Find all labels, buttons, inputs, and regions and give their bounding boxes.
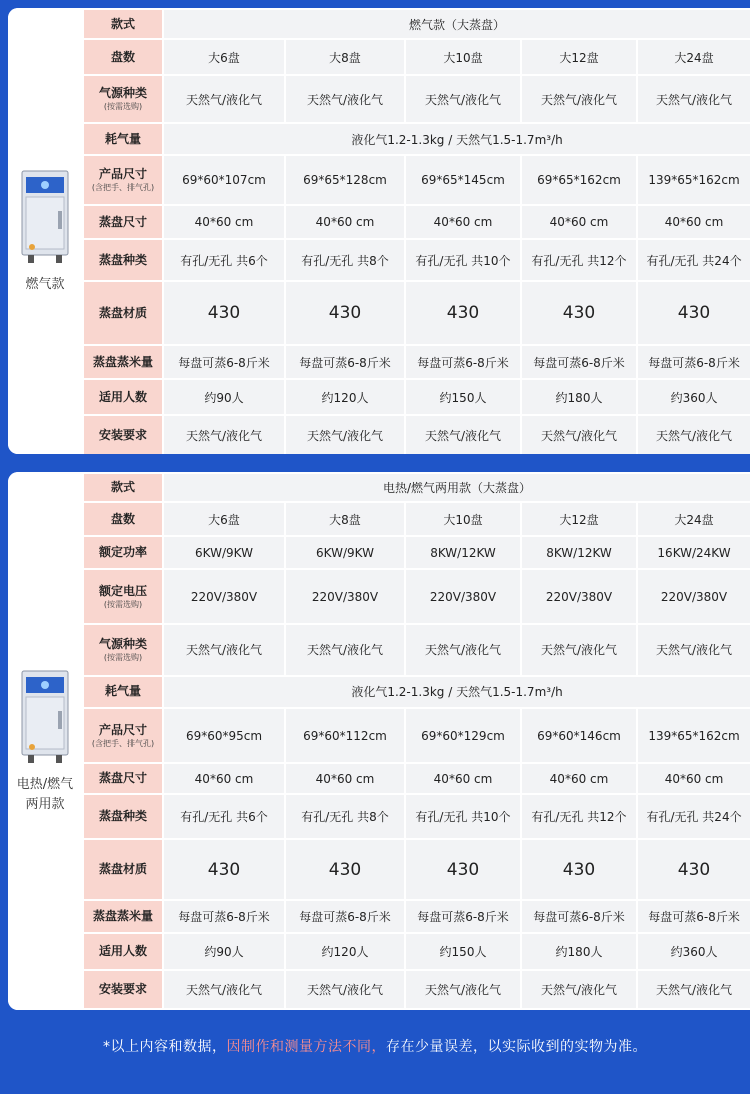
value-cell: 每盘可蒸6-8斤米	[285, 900, 405, 933]
style-value: 燃气款（大蒸盘）	[163, 9, 750, 39]
row-label-text: 气源种类	[98, 86, 147, 100]
row-label: 蒸盘种类	[83, 794, 163, 839]
model-cell: 大6盘	[163, 39, 285, 75]
row-label-text: 产品尺寸	[98, 722, 147, 737]
model-cell: 大12盘	[521, 502, 637, 537]
row-label: 耗气量	[83, 123, 163, 155]
value-cell: 天然气/液化气	[405, 624, 521, 675]
value-cell: 天然气/液化气	[285, 970, 405, 1009]
table-row	[83, 123, 750, 155]
row-label: 蒸盘蒸米量	[83, 900, 163, 933]
table-row	[83, 75, 750, 123]
model-cell: 大8盘	[285, 39, 405, 75]
value-cell: 有孔/无孔 共8个	[285, 794, 405, 839]
value-cell: 40*60 cm	[637, 763, 750, 794]
row-label: 蒸盘尺寸	[83, 205, 163, 239]
value-cell: 天然气/液化气	[637, 624, 750, 675]
value-cell: 69*60*146cm	[521, 708, 637, 763]
value-cell: 天然气/液化气	[285, 75, 405, 123]
value-cell: 40*60 cm	[521, 205, 637, 239]
value-cell: 天然气/液化气	[521, 75, 637, 123]
value-cell: 每盘可蒸6-8斤米	[521, 345, 637, 379]
value-cell: 8KW/12KW	[405, 536, 521, 569]
value-cell: 天然气/液化气	[163, 624, 285, 675]
row-label: 蒸盘种类	[83, 239, 163, 281]
value-cell: 每盘可蒸6-8斤米	[637, 345, 750, 379]
row-label: 适用人数	[83, 933, 163, 970]
value-cell: 天然气/液化气	[521, 415, 637, 454]
steamer-cabinet-icon	[18, 667, 72, 767]
product-name-line-1: 电热/燃气	[16, 777, 74, 792]
value-cell: 有孔/无孔 共10个	[405, 239, 521, 281]
value-cell: 约90人	[163, 933, 285, 970]
value-cell: 16KW/24KW	[637, 536, 750, 569]
value-cell: 天然气/液化气	[521, 970, 637, 1009]
value-cell: 约150人	[405, 379, 521, 415]
value-cell: 69*60*112cm	[285, 708, 405, 763]
value-cell: 220V/380V	[163, 569, 285, 624]
value-cell: 每盘可蒸6-8斤米	[163, 900, 285, 933]
model-cell: 大8盘	[285, 502, 405, 537]
table-row	[83, 502, 750, 537]
value-cell: 69*60*107cm	[163, 155, 285, 205]
value-cell: 430	[405, 839, 521, 900]
row-label: 适用人数	[83, 379, 163, 415]
row-label: 盘数	[83, 39, 163, 75]
value-cell: 约360人	[637, 379, 750, 415]
value-cell: 69*65*145cm	[405, 155, 521, 205]
value-cell: 有孔/无孔 共6个	[163, 239, 285, 281]
spec-table-gas	[82, 8, 750, 454]
gas-use-value: 液化气1.2-1.3kg / 天然气1.5-1.7m³/h	[163, 676, 750, 709]
row-label-text: 额定电压	[98, 583, 147, 598]
value-cell: 6KW/9KW	[163, 536, 285, 569]
table-row	[83, 9, 750, 39]
value-cell: 天然气/液化气	[285, 624, 405, 675]
value-cell: 430	[163, 839, 285, 900]
model-cell: 大10盘	[405, 39, 521, 75]
value-cell: 40*60 cm	[637, 205, 750, 239]
value-cell: 天然气/液化气	[163, 970, 285, 1009]
table-row	[83, 839, 750, 900]
value-cell: 139*65*162cm	[637, 708, 750, 763]
table-row	[83, 205, 750, 239]
value-cell: 约180人	[521, 379, 637, 415]
model-cell: 大24盘	[637, 502, 750, 537]
table-row	[83, 569, 750, 624]
value-cell: 约180人	[521, 933, 637, 970]
value-cell: 天然气/液化气	[285, 415, 405, 454]
spec-card-dual	[8, 472, 750, 1010]
value-cell: 40*60 cm	[163, 763, 285, 794]
value-cell: 430	[163, 281, 285, 345]
row-label: 耗气量	[83, 676, 163, 709]
disclaimer	[0, 1036, 750, 1056]
row-label: 额定功率	[83, 536, 163, 569]
row-label-note: (含把手、排气孔)	[91, 738, 155, 748]
value-cell: 430	[637, 281, 750, 345]
value-cell: 天然气/液化气	[637, 415, 750, 454]
value-cell: 430	[285, 281, 405, 345]
value-cell: 约90人	[163, 379, 285, 415]
row-label: 蒸盘尺寸	[83, 763, 163, 794]
value-cell: 每盘可蒸6-8斤米	[637, 900, 750, 933]
row-label: 款式	[83, 9, 163, 39]
value-cell: 约360人	[637, 933, 750, 970]
table-row	[83, 900, 750, 933]
model-cell: 大10盘	[405, 502, 521, 537]
table-row	[83, 345, 750, 379]
value-cell: 220V/380V	[285, 569, 405, 624]
value-cell: 430	[521, 281, 637, 345]
value-cell: 天然气/液化气	[521, 624, 637, 675]
value-cell: 430	[521, 839, 637, 900]
table-row	[83, 281, 750, 345]
value-cell: 40*60 cm	[285, 763, 405, 794]
row-label-note: (按需选购)	[103, 599, 143, 609]
spec-card-gas	[8, 8, 750, 454]
disclaimer-part-3: 存在少量误差，以实际收到的实物为准。	[386, 1039, 647, 1055]
row-label-note: (含把手、排气孔)	[91, 183, 155, 192]
row-label	[83, 624, 163, 675]
value-cell: 69*65*128cm	[285, 155, 405, 205]
value-cell: 有孔/无孔 共8个	[285, 239, 405, 281]
value-cell: 69*65*162cm	[521, 155, 637, 205]
value-cell: 430	[405, 281, 521, 345]
row-label-text: 产品尺寸	[98, 167, 147, 181]
value-cell: 天然气/液化气	[163, 415, 285, 454]
value-cell: 天然气/液化气	[405, 75, 521, 123]
value-cell: 有孔/无孔 共12个	[521, 239, 637, 281]
value-cell: 有孔/无孔 共6个	[163, 794, 285, 839]
row-label: 蒸盘蒸米量	[83, 345, 163, 379]
row-label-note: (按需选购)	[103, 102, 143, 111]
value-cell: 天然气/液化气	[405, 415, 521, 454]
row-label: 安装要求	[83, 970, 163, 1009]
spec-table-dual	[82, 472, 750, 1010]
value-cell: 8KW/12KW	[521, 536, 637, 569]
value-cell: 40*60 cm	[405, 763, 521, 794]
value-cell: 69*60*95cm	[163, 708, 285, 763]
product-name: 燃气款	[25, 277, 65, 292]
table-row	[83, 473, 750, 502]
table-row	[83, 239, 750, 281]
value-cell: 天然气/液化气	[163, 75, 285, 123]
model-cell: 大12盘	[521, 39, 637, 75]
table-row	[83, 794, 750, 839]
product-panel	[8, 8, 82, 454]
value-cell: 约150人	[405, 933, 521, 970]
value-cell: 40*60 cm	[285, 205, 405, 239]
value-cell: 40*60 cm	[163, 205, 285, 239]
value-cell: 天然气/液化气	[637, 75, 750, 123]
row-label: 蒸盘材质	[83, 281, 163, 345]
row-label-note: (按需选购)	[103, 652, 143, 662]
table-row	[83, 676, 750, 709]
value-cell: 每盘可蒸6-8斤米	[521, 900, 637, 933]
value-cell: 69*60*129cm	[405, 708, 521, 763]
row-label	[83, 708, 163, 763]
table-row	[83, 763, 750, 794]
value-cell: 有孔/无孔 共12个	[521, 794, 637, 839]
row-label-text: 气源种类	[98, 636, 147, 651]
value-cell: 40*60 cm	[521, 763, 637, 794]
value-cell: 6KW/9KW	[285, 536, 405, 569]
value-cell: 约120人	[285, 379, 405, 415]
value-cell: 430	[285, 839, 405, 900]
value-cell: 139*65*162cm	[637, 155, 750, 205]
model-cell: 大24盘	[637, 39, 750, 75]
disclaimer-part-2: 因制作和测量方法不同，	[226, 1039, 386, 1055]
value-cell: 220V/380V	[405, 569, 521, 624]
row-label: 盘数	[83, 502, 163, 537]
model-cell: 大6盘	[163, 502, 285, 537]
table-row	[83, 708, 750, 763]
table-row	[83, 536, 750, 569]
value-cell: 每盘可蒸6-8斤米	[405, 900, 521, 933]
value-cell: 220V/380V	[637, 569, 750, 624]
value-cell: 有孔/无孔 共10个	[405, 794, 521, 839]
value-cell: 天然气/液化气	[637, 970, 750, 1009]
style-value: 电热/燃气两用款（大蒸盘）	[163, 473, 750, 502]
row-label	[83, 155, 163, 205]
value-cell: 430	[637, 839, 750, 900]
table-row	[83, 155, 750, 205]
table-row	[83, 970, 750, 1009]
row-label: 安装要求	[83, 415, 163, 454]
value-cell: 40*60 cm	[405, 205, 521, 239]
value-cell: 约120人	[285, 933, 405, 970]
value-cell: 有孔/无孔 共24个	[637, 239, 750, 281]
value-cell: 有孔/无孔 共24个	[637, 794, 750, 839]
table-row	[83, 415, 750, 454]
value-cell: 天然气/液化气	[405, 970, 521, 1009]
table-row	[83, 379, 750, 415]
row-label: 蒸盘材质	[83, 839, 163, 900]
table-row	[83, 933, 750, 970]
value-cell: 每盘可蒸6-8斤米	[405, 345, 521, 379]
row-label	[83, 569, 163, 624]
table-row	[83, 624, 750, 675]
disclaimer-part-1: *以上内容和数据，	[103, 1039, 227, 1055]
value-cell: 每盘可蒸6-8斤米	[285, 345, 405, 379]
value-cell: 220V/380V	[521, 569, 637, 624]
gas-use-value: 液化气1.2-1.3kg / 天然气1.5-1.7m³/h	[163, 123, 750, 155]
row-label: 款式	[83, 473, 163, 502]
table-row	[83, 39, 750, 75]
steamer-cabinet-icon	[18, 167, 72, 267]
product-panel	[8, 472, 82, 1010]
product-name-line-2: 两用款	[25, 797, 65, 812]
row-label	[83, 75, 163, 123]
value-cell: 每盘可蒸6-8斤米	[163, 345, 285, 379]
